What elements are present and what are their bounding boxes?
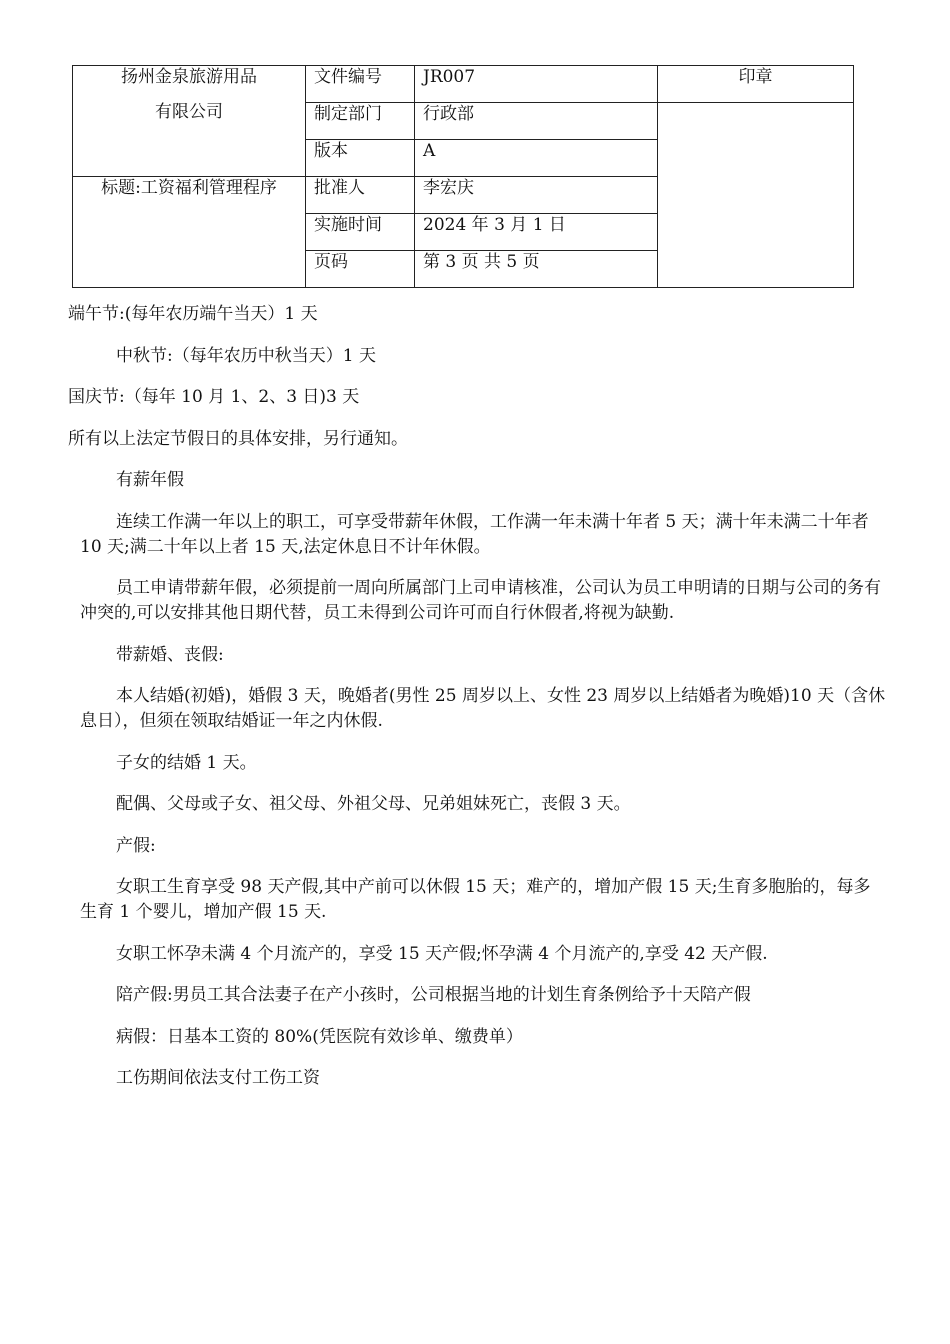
paragraph-paternity-leave: 陪产假:男员工其合法妻子在产小孩时，公司根据当地的计划生育条例给予十天陪产假 xyxy=(116,985,751,1005)
paragraph-sick-leave: 病假：日基本工资的 80%(凭医院有效诊单、缴费单） xyxy=(116,1026,523,1047)
company-name-line2: 有限公司 xyxy=(155,102,223,122)
doc-number-label: 文件编号 xyxy=(306,66,415,103)
page-number-label: 页码 xyxy=(306,251,415,288)
heading-maternity-leave: 产假: xyxy=(116,835,156,856)
paragraph-annual-leave-application: 员工申请带薪年假，必须提前一周向所属部门上司申请核准，公司认为员工申明请的日期与公司的务有冲突的,可以安排其他日期代替，员工未得到公司许可而自行休假者,将视为缺勤. xyxy=(80,578,881,623)
paragraph-annual-leave-rules: 连续工作满一年以上的职工，可享受带薪年休假，工作满一年未满十年者 5 天；满十年未满二十年者 10 天;满二十年以上者 15 天,法定休息日不计年休假。 xyxy=(80,511,869,557)
paragraph-mid-autumn: 中秋节:（每年农历中秋当天）1 天 xyxy=(116,345,376,366)
stamp-area xyxy=(658,103,854,288)
paragraph-marriage-leave: 本人结婚(初婚)，婚假 3 天，晚婚者(男性 25 周岁以上、女性 23 周岁以上结婚者为晚婚)10 天（含休息日），但须在领取结婚证一年之内休假. xyxy=(80,686,886,731)
version-label: 版本 xyxy=(306,140,415,177)
approver-label: 批准人 xyxy=(306,177,415,214)
department-value: 行政部 xyxy=(415,103,658,140)
document-title: 标题:工资福利管理程序 xyxy=(73,177,306,288)
company-name-line1: 扬州金泉旅游用品 xyxy=(121,67,257,87)
document-header-table xyxy=(72,65,854,288)
effective-date-value: 2024 年 3 月 1 日 xyxy=(415,214,658,251)
paragraph-maternity-rules: 女职工生育享受 98 天产假,其中产前可以休假 15 天；难产的，增加产假 15 天;生育多胞胎的，每多生育 1 个婴儿，增加产假 15 天. xyxy=(80,877,871,922)
paragraph-national-day: 国庆节:（每年 10 月 1、2、3 日)3 天 xyxy=(68,387,360,407)
document-body xyxy=(68,302,886,1108)
doc-number-value: JR007 xyxy=(415,66,658,103)
department-label: 制定部门 xyxy=(306,103,415,140)
paragraph-bereavement-leave: 配偶、父母或子女、祖父母、外祖父母、兄弟姐妹死亡，丧假 3 天。 xyxy=(116,794,631,814)
heading-marriage-bereavement-leave: 带薪婚、丧假: xyxy=(116,644,224,665)
company-name-cell xyxy=(73,66,306,177)
stamp-label: 印章 xyxy=(658,66,854,103)
heading-paid-annual-leave: 有薪年假 xyxy=(116,470,184,490)
effective-date-label: 实施时间 xyxy=(306,214,415,251)
paragraph-miscarriage-leave: 女职工怀孕未满 4 个月流产的，享受 15 天产假;怀孕满 4 个月流产的,享受 42 天产假. xyxy=(116,943,768,964)
paragraph-dragon-boat: 端午节:(每年农历端午当天）1 天 xyxy=(68,304,318,324)
paragraph-child-marriage: 子女的结婚 1 天。 xyxy=(116,752,257,773)
page-number-value: 第 3 页 共 5 页 xyxy=(415,251,658,288)
approver-value: 李宏庆 xyxy=(415,177,658,214)
version-value: A xyxy=(415,140,658,177)
paragraph-holiday-notice: 所有以上法定节假日的具体安排，另行通知。 xyxy=(68,428,408,449)
paragraph-work-injury: 工伤期间依法支付工伤工资 xyxy=(116,1068,320,1088)
